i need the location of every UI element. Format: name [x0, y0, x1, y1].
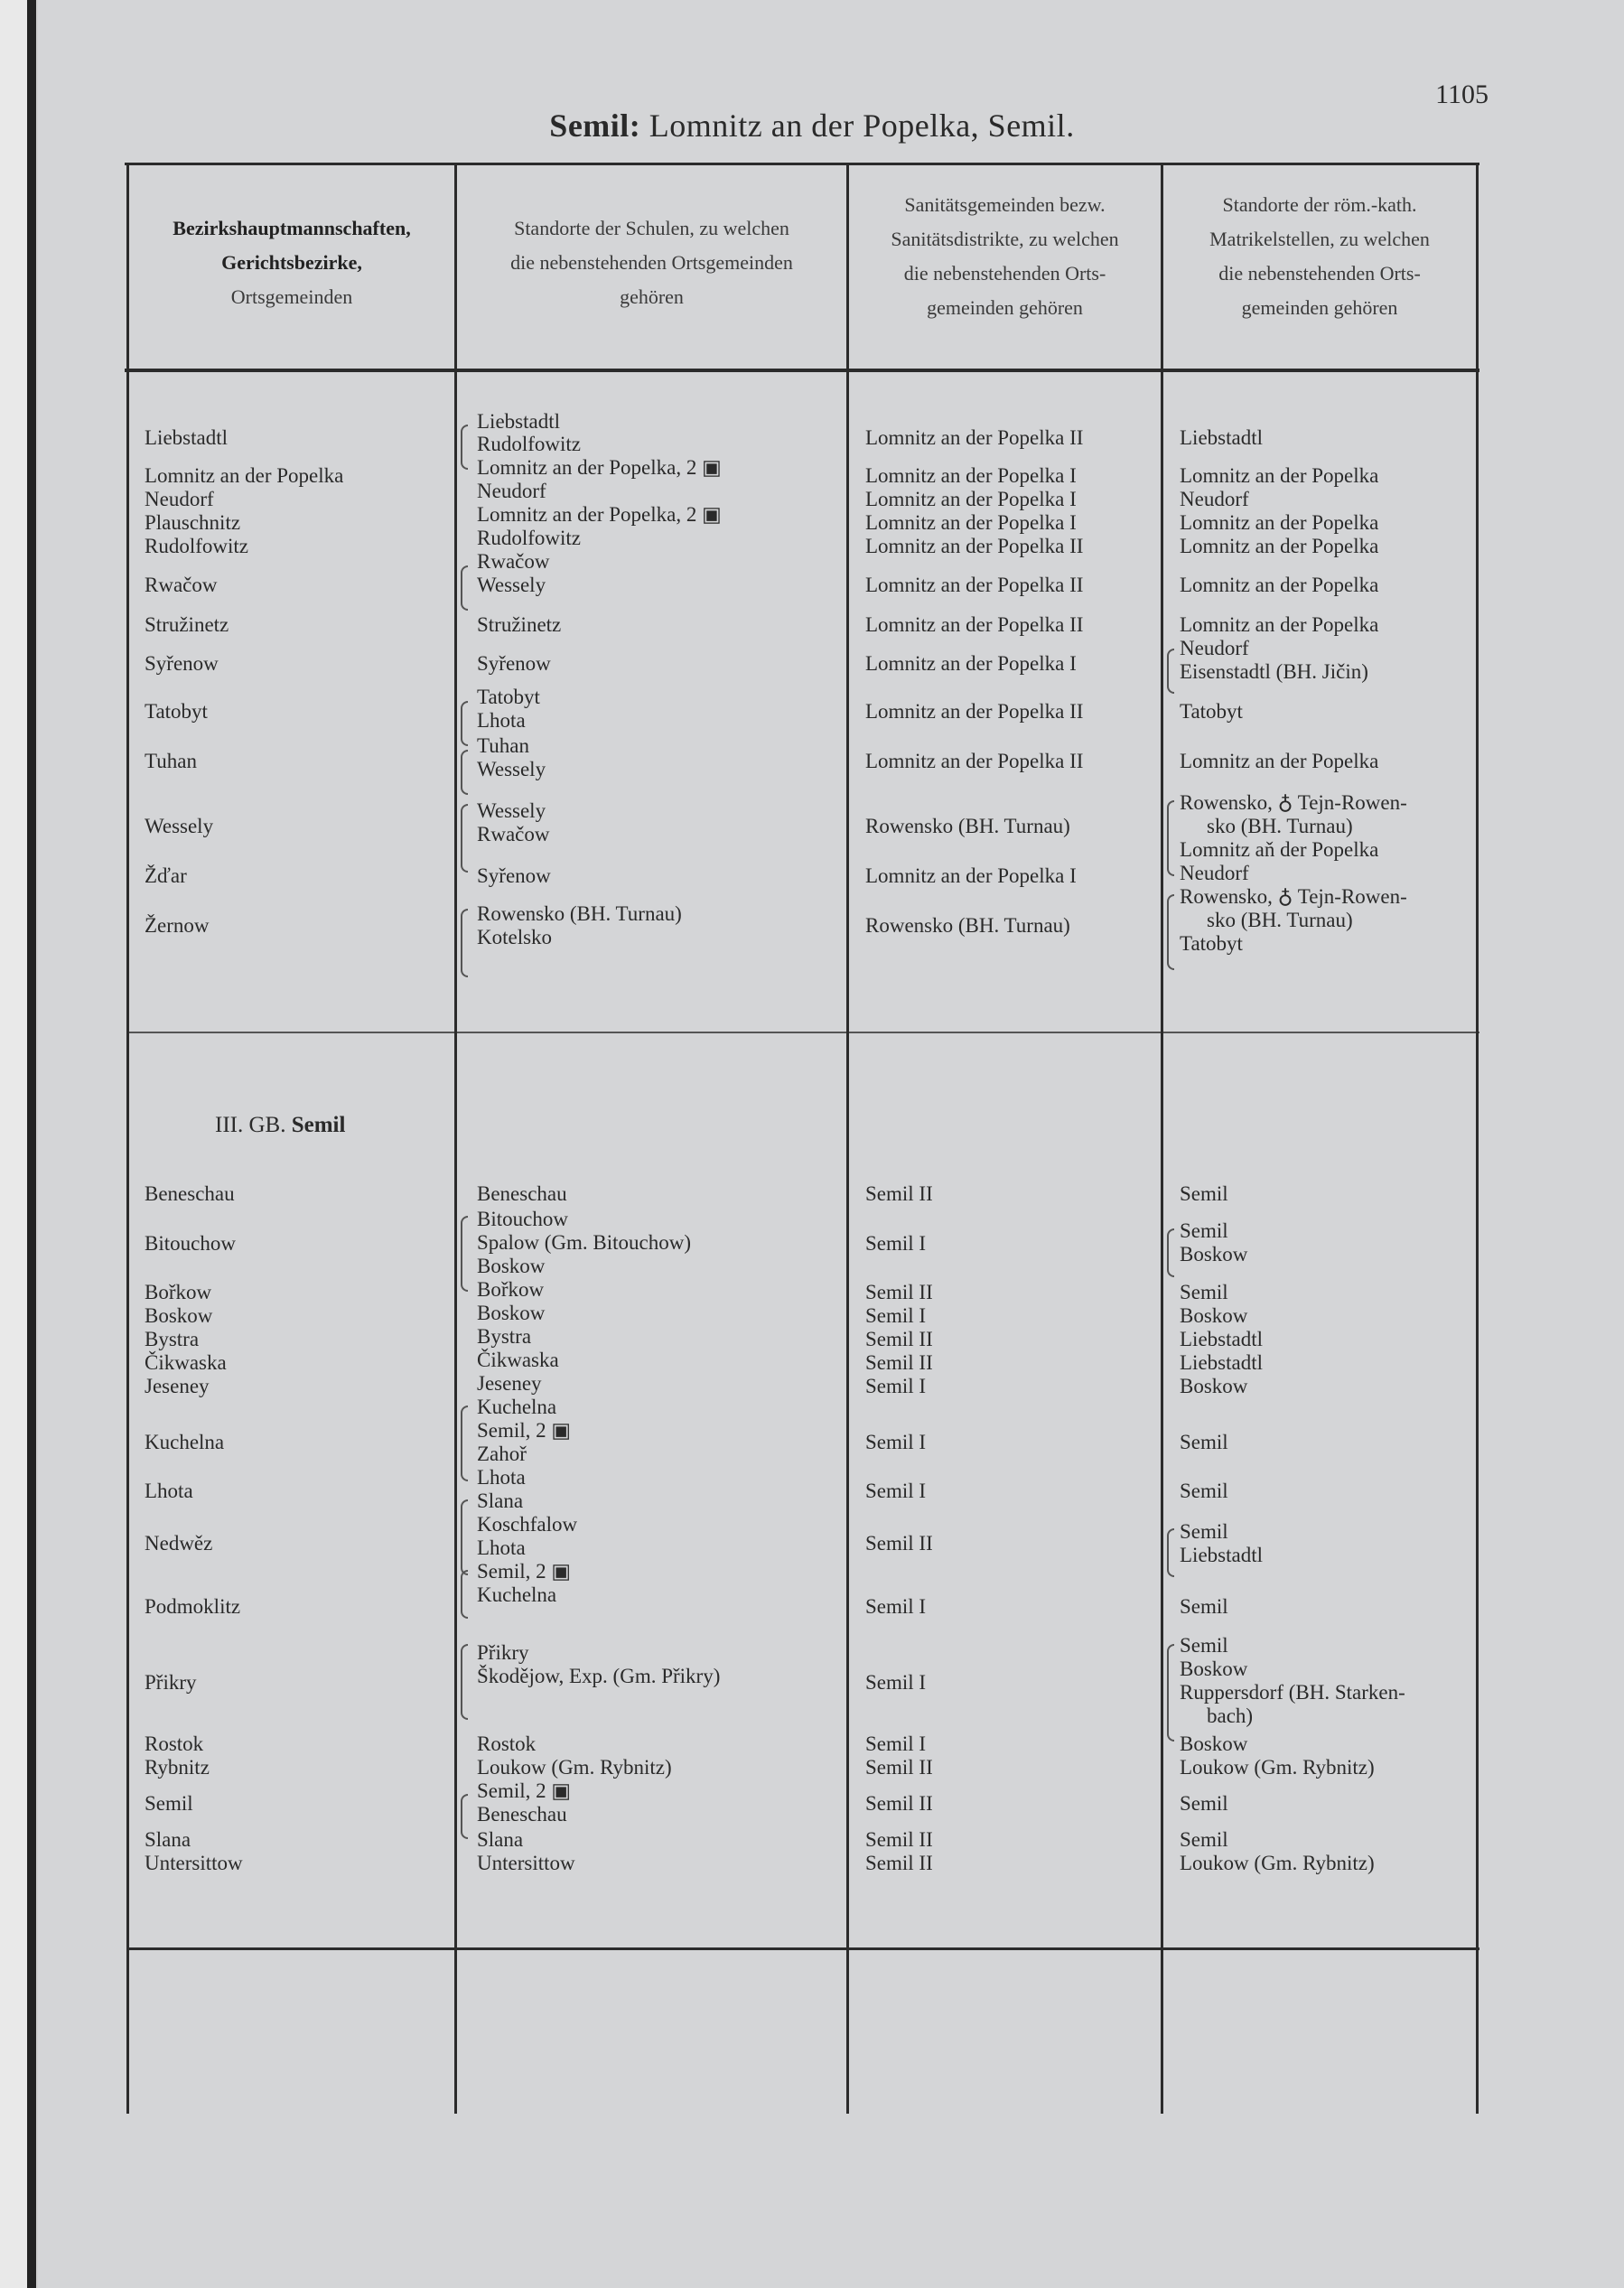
table-cell: Untersittow — [477, 1852, 575, 1874]
table-cell: Lomnitz an der Popelka I — [865, 511, 1077, 534]
table-cell: Rybnitz — [145, 1756, 210, 1779]
table-cell: Neudorf — [1180, 637, 1249, 659]
table-cell: Bořkow — [145, 1281, 212, 1303]
table-cell: Liebstadtl — [145, 426, 228, 449]
table-cell: Přikry — [477, 1641, 529, 1664]
table-cell: Lomnitz an der Popelka II — [865, 700, 1084, 723]
table-cell: Syřenow — [145, 652, 219, 675]
table-cell: Přikry — [145, 1671, 197, 1694]
table-cell: Wessely — [477, 799, 546, 822]
table-cell: bach) — [1207, 1704, 1254, 1727]
table-cell: Eisenstadtl (BH. Jičin) — [1180, 660, 1368, 683]
table-cell: Lomnitz an der Popelka II — [865, 535, 1084, 557]
table-cell: Neudorf — [477, 480, 546, 502]
table-cell: Lhota — [477, 1536, 526, 1559]
table-cell: Jeseney — [145, 1375, 210, 1397]
table-cell: Rostok — [145, 1732, 204, 1755]
table-cell: Podmoklitz — [145, 1595, 241, 1618]
table-cell: Wessely — [145, 815, 214, 837]
table-cell: Beneschau — [477, 1803, 567, 1826]
table-cell: Neudorf — [1180, 862, 1249, 884]
table-cell: Beneschau — [145, 1182, 235, 1205]
table-cell: Tuhan — [477, 734, 529, 757]
table-cell: Wessely — [477, 758, 546, 780]
column-header-schulen: Standorte der Schulen, zu welchen die nebenstehenden Ortsgemeinden gehören — [510, 217, 793, 308]
table-cell: Ruppersdorf (BH. Starken- — [1180, 1681, 1405, 1704]
table-cell: Lomnitz an der Popelka, 2 ▣ — [477, 503, 722, 526]
table-cell: Semil II — [865, 1328, 933, 1350]
table-cell: Lomnitz an der Popelka II — [865, 426, 1084, 449]
table-cell: Lomnitz an der Popelka — [1180, 574, 1379, 596]
table-cell: Bystra — [477, 1325, 532, 1348]
table-cell: Semil, 2 ▣ — [477, 1419, 572, 1442]
table-cell: Boskow — [1180, 1375, 1248, 1397]
table-cell: Syřenow — [477, 864, 551, 887]
table-cell: Rwačow — [477, 823, 550, 845]
table-cell: Lomnitz an der Popelka — [1180, 511, 1379, 534]
table-cell: Rowensko (BH. Turnau) — [865, 914, 1070, 937]
table-cell: Semil I — [865, 1304, 927, 1327]
table-cell: Boskow — [1180, 1243, 1248, 1265]
table-cell: Semil II — [865, 1351, 933, 1374]
table-cell: Bořkow — [477, 1278, 545, 1301]
table-cell: Boskow — [477, 1302, 546, 1324]
table-cell: Žernow — [145, 914, 210, 937]
table-cell: Kuchelna — [477, 1583, 557, 1606]
table-cell: Lomnitz an der Popelka II — [865, 613, 1084, 636]
table-cell: Semil I — [865, 1431, 927, 1453]
table-cell: Spalow (Gm. Bitouchow) — [477, 1231, 692, 1254]
table-cell: Rudolfowitz — [477, 527, 581, 549]
table-cell: Loukow (Gm. Rybnitz) — [1180, 1852, 1375, 1874]
table-cell: Semil II — [865, 1281, 933, 1303]
table-cell: Kotelsko — [477, 926, 553, 948]
table-cell: Semil — [1180, 1219, 1228, 1242]
table-cell: Stružinetz — [145, 613, 229, 636]
table-cell: Semil — [145, 1792, 193, 1815]
table-cell: Semil II — [865, 1852, 933, 1874]
table-cell: Lomnitz an der Popelka — [145, 464, 344, 487]
table-cell: Lomnitz an der Popelka I — [865, 464, 1077, 487]
table-cell: Kuchelna — [145, 1431, 225, 1453]
table-cell: Lomnitz an der Popelka II — [865, 574, 1084, 596]
table-cell: Tatobyt — [145, 700, 208, 723]
page-number: 1105 — [1435, 79, 1489, 109]
table-cell: Rowensko, ♁ Tejn-Rowen- — [1180, 791, 1407, 814]
table-cell: sko (BH. Turnau) — [1207, 815, 1353, 837]
table-cell: Žďar — [145, 864, 187, 887]
table-cell: Bitouchow — [477, 1208, 568, 1230]
table-cell: Boskow — [1180, 1304, 1248, 1327]
table-cell: Lomnitz an der Popelka I — [865, 864, 1077, 887]
table-cell: Stružinetz — [477, 613, 562, 636]
table-cell: Nedwěz — [145, 1532, 213, 1555]
table-cell: Liebstadtl — [1180, 1544, 1263, 1566]
table-cell: Škodějow, Exp. (Gm. Přikry) — [477, 1665, 721, 1687]
table-cell: Lomnitz an der Popelka — [1180, 613, 1379, 636]
table-cell: Semil — [1180, 1480, 1228, 1502]
table-cell: Tatobyt — [1180, 932, 1243, 955]
book-spine-edge — [0, 0, 38, 2288]
table-cell: Tatobyt — [477, 686, 540, 708]
table-cell: Semil — [1180, 1182, 1228, 1205]
table-cell: Rudolfowitz — [145, 535, 248, 557]
table-cell: Liebstadtl — [1180, 426, 1263, 449]
table-cell: Rwačow — [477, 550, 550, 573]
table-cell: Beneschau — [477, 1182, 567, 1205]
column-header-sanitaetsgemeinden: Sanitätsgemeinden bezw. Sanitätsdistrikte, zu welchen die nebenstehenden Orts- gemeinden gehören — [891, 193, 1119, 319]
table-cell: Bitouchow — [145, 1232, 236, 1255]
table-cell: Wessely — [477, 574, 546, 596]
table-cell: sko (BH. Turnau) — [1207, 909, 1353, 931]
table-cell: Lhota — [477, 1466, 526, 1489]
table-cell: Semil — [1180, 1595, 1228, 1618]
table-cell: Semil I — [865, 1732, 927, 1755]
table-cell: Tatobyt — [1180, 700, 1243, 723]
table-cell: Lomnitz aň der Popelka — [1180, 838, 1379, 861]
table-cell: Lomnitz an der Popelka — [1180, 750, 1379, 772]
table-cell: Semil — [1180, 1828, 1228, 1851]
table-cell: Rwačow — [145, 574, 218, 596]
table-cell: Semil II — [865, 1182, 933, 1205]
table-cell: Lomnitz an der Popelka I — [865, 488, 1077, 510]
table-cell: Lomnitz an der Popelka I — [865, 652, 1077, 675]
table-cell: Jeseney — [477, 1372, 542, 1395]
table-cell: Loukow (Gm. Rybnitz) — [477, 1756, 672, 1779]
table-cell: Lomnitz an der Popelka — [1180, 464, 1379, 487]
table-cell: Lomnitz an der Popelka — [1180, 535, 1379, 557]
table-cell: Slana — [145, 1828, 191, 1851]
table-cell: Rowensko (BH. Turnau) — [477, 902, 682, 925]
table-cell: Neudorf — [1180, 488, 1249, 510]
table-cell: Boskow — [145, 1304, 213, 1327]
table-cell: Rowensko (BH. Turnau) — [865, 815, 1070, 837]
table-cell: Loukow (Gm. Rybnitz) — [1180, 1756, 1375, 1779]
table-cell: Plauschnitz — [145, 511, 241, 534]
table-cell: Čikwaska — [145, 1351, 227, 1374]
table-cell: Semil II — [865, 1756, 933, 1779]
table-cell: Boskow — [1180, 1732, 1248, 1755]
table-cell: Untersittow — [145, 1852, 243, 1874]
table-cell: Kuchelna — [477, 1396, 557, 1418]
table-cell: Boskow — [1180, 1658, 1248, 1680]
table-cell: Lomnitz an der Popelka II — [865, 750, 1084, 772]
table-cell: Slana — [477, 1828, 524, 1851]
table-cell: Zahoř — [477, 1443, 527, 1465]
table-cell: Semil, 2 ▣ — [477, 1560, 572, 1583]
table-cell: Semil — [1180, 1431, 1228, 1453]
table-cell: Semil I — [865, 1671, 927, 1694]
table-cell: Semil I — [865, 1375, 927, 1397]
table-cell: Rudolfowitz — [477, 433, 581, 455]
table-cell: Tuhan — [145, 750, 197, 772]
table-cell: Semil — [1180, 1634, 1228, 1657]
table-cell: Liebstadtl — [477, 410, 560, 433]
table-cell: Semil I — [865, 1595, 927, 1618]
table-cell: Rowensko, ♁ Tejn-Rowen- — [1180, 885, 1407, 908]
table-cell: Semil — [1180, 1792, 1228, 1815]
table-cell: Semil — [1180, 1520, 1228, 1543]
table-cell: Rostok — [477, 1732, 537, 1755]
column-header-ortsgemeinden: Bezirkshauptmannschaften, Gerichtsbezirke, Ortsgemeinden — [173, 217, 411, 308]
table-cell: Semil II — [865, 1828, 933, 1851]
table-cell: Semil — [1180, 1281, 1228, 1303]
table-cell: Liebstadtl — [1180, 1328, 1263, 1350]
table-cell: Bystra — [145, 1328, 200, 1350]
table-cell: Slana — [477, 1490, 524, 1512]
table-cell: Syřenow — [477, 652, 551, 675]
table-cell: Lhota — [145, 1480, 193, 1502]
table-cell: Semil I — [865, 1232, 927, 1255]
table-cell: Neudorf — [145, 488, 214, 510]
table-cell: Semil I — [865, 1480, 927, 1502]
table-cell: Lhota — [477, 709, 526, 732]
table-cell: Semil, 2 ▣ — [477, 1779, 572, 1802]
page-title: Semil: Lomnitz an der Popelka, Semil. — [549, 107, 1075, 144]
table-cell: Liebstadtl — [1180, 1351, 1263, 1374]
table-cell: Lomnitz an der Popelka, 2 ▣ — [477, 456, 722, 479]
column-header-matrikelstellen: Standorte der röm.-kath. Matrikelstellen, zu welchen die nebenstehenden Orts- gemeinden gehören — [1209, 193, 1430, 319]
table-cell: Semil II — [865, 1532, 933, 1555]
table-cell: Semil II — [865, 1792, 933, 1815]
section-heading-gb-semil: III. GB. Semil — [215, 1113, 346, 1137]
table-cell: Boskow — [477, 1255, 546, 1277]
table-cell: Čikwaska — [477, 1349, 559, 1371]
table-cell: Koschfalow — [477, 1513, 578, 1536]
